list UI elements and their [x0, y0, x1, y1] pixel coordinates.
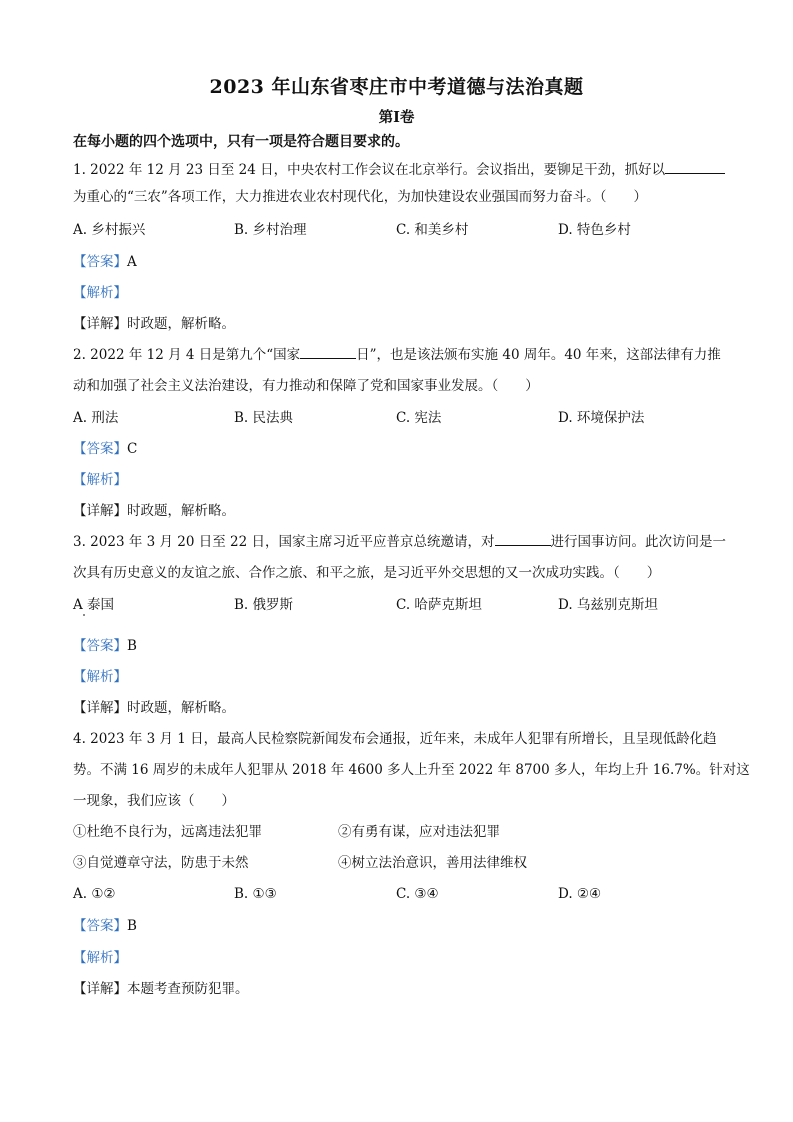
- question-1-text-line-1: [73, 160, 725, 180]
- question-3-analysis: [73, 667, 127, 687]
- analysis-label: 【解析】: [73, 950, 127, 966]
- question-3-answer: [73, 636, 137, 656]
- analysis-label: 【解析】: [73, 472, 127, 488]
- question-1-option-c: C. 和美乡村: [396, 222, 469, 238]
- question-4-option-d: D. ②④: [558, 886, 602, 902]
- question-4-analysis: [73, 948, 127, 968]
- fill-blank: [495, 533, 551, 546]
- question-2-detail: [73, 501, 235, 521]
- question-4-detail: [73, 979, 249, 999]
- question-2-option-a: A. 刑法: [73, 410, 119, 426]
- question-3-option-a: A 泰国: [73, 597, 115, 613]
- answer-value: A: [127, 254, 137, 270]
- question-2-answer: [73, 439, 137, 459]
- question-3-option-d: D. 乌兹别克斯坦: [558, 597, 658, 613]
- question-4-option-b: B. ①③: [234, 886, 277, 902]
- page-title: 2023 年山东省枣庄市中考道德与法治真题: [209, 76, 584, 98]
- question-3-text-line-2: 次具有历史意义的友谊之旅、合作之旅、和平之旅，是习近平外交思想的又一次成功实践。（ ）: [73, 565, 661, 581]
- question-3-text-line-1: [73, 532, 726, 552]
- stray-mark: [83, 614, 85, 616]
- question-2-option-b: B. 民法典: [234, 410, 294, 426]
- question-4-statement-2: ②有勇有谋，应对违法犯罪: [338, 824, 500, 840]
- question-4-option-c: C. ③④: [396, 886, 439, 902]
- question-3-option-b: B. 俄罗斯: [234, 597, 294, 613]
- question-2-text-b: 日”，也是该法颁布实施 40 周年。40 年来，这部法律有力推: [356, 347, 721, 363]
- question-1-text-line-2: 为重心的“三农”各项工作，大力推进农业农村现代化，为加快建设农业强国而努力奋斗。（ ）: [73, 189, 648, 205]
- question-2-option-d: D. 环境保护法: [558, 410, 645, 426]
- fill-blank: [300, 346, 356, 359]
- detail-text: 本题考查预防犯罪。: [127, 981, 249, 997]
- answer-value: B: [127, 638, 137, 654]
- question-4-statement-3: ③自觉遵章守法，防患于未然: [73, 855, 249, 871]
- question-4-statement-1: ①杜绝不良行为，远离违法犯罪: [73, 824, 262, 840]
- question-2-text-line-2: 动和加强了社会主义法治建设，有力推动和保障了党和国家事业发展。（ ）: [73, 378, 539, 394]
- answer-label: 【答案】: [73, 918, 127, 934]
- question-1-analysis: [73, 283, 127, 303]
- detail-label: 【详解】: [73, 316, 127, 332]
- answer-label: 【答案】: [73, 638, 127, 654]
- answer-label: 【答案】: [73, 441, 127, 457]
- fill-blank: [665, 161, 725, 174]
- detail-label: 【详解】: [73, 700, 127, 716]
- instruction-text: 在每小题的四个选项中，只有一项是符合题目要求的。: [73, 134, 409, 150]
- question-3-text-b: 进行国事访问。此次访问是一: [550, 534, 727, 550]
- question-1-answer: [73, 252, 137, 272]
- detail-text: 时政题，解析略。: [127, 700, 235, 716]
- question-3-option-c: C. 哈萨克斯坦: [396, 597, 482, 613]
- question-3-text-a: 3. 2023 年 3 月 20 日至 22 日，国家主席习近平应普京总统邀请，对: [73, 534, 495, 550]
- question-2-text-line-1: [73, 345, 721, 365]
- question-1-text-a: 1. 2022 年 12 月 23 日至 24 日，中央农村工作会议在北京举行。会议指出，要铆足干劲，抓好以: [73, 162, 666, 178]
- answer-label: 【答案】: [73, 254, 127, 270]
- question-1-option-b: B. 乡村治理: [234, 222, 307, 238]
- question-2-text-a: 2. 2022 年 12 月 4 日是第九个“国家: [73, 347, 301, 363]
- question-4-answer: [73, 916, 137, 936]
- answer-value: B: [127, 918, 137, 934]
- question-4-text-line-1: 4. 2023 年 3 月 1 日，最高人民检察院新闻发布会通报，近年来，未成年人犯罪有所增长，且呈现低龄化趋: [73, 731, 717, 747]
- question-1-option-d: D. 特色乡村: [558, 222, 631, 238]
- question-1-detail: [73, 314, 235, 334]
- question-4-text-line-2: 势。不满 16 周岁的未成年人犯罪从 2018 年 4600 多人上升至 2022 年 8700 多人，年均上升 16.7%。针对这: [73, 762, 750, 778]
- analysis-label: 【解析】: [73, 285, 127, 301]
- detail-text: 时政题，解析略。: [127, 316, 235, 332]
- detail-label: 【详解】: [73, 503, 127, 519]
- question-3-detail: [73, 698, 235, 718]
- detail-text: 时政题，解析略。: [127, 503, 235, 519]
- analysis-label: 【解析】: [73, 669, 127, 685]
- question-4-option-a: A. ①②: [73, 886, 116, 902]
- question-4-statement-4: ④树立法治意识，善用法律维权: [338, 855, 527, 871]
- answer-value: C: [127, 441, 138, 457]
- question-2-option-c: C. 宪法: [396, 410, 442, 426]
- detail-label: 【详解】: [73, 981, 127, 997]
- question-4-text-line-3: 一现象，我们应该（ ）: [73, 793, 235, 809]
- question-1-option-a: A. 乡村振兴: [73, 222, 146, 238]
- question-2-analysis: [73, 470, 127, 490]
- section-title: 第Ⅰ卷: [378, 109, 415, 126]
